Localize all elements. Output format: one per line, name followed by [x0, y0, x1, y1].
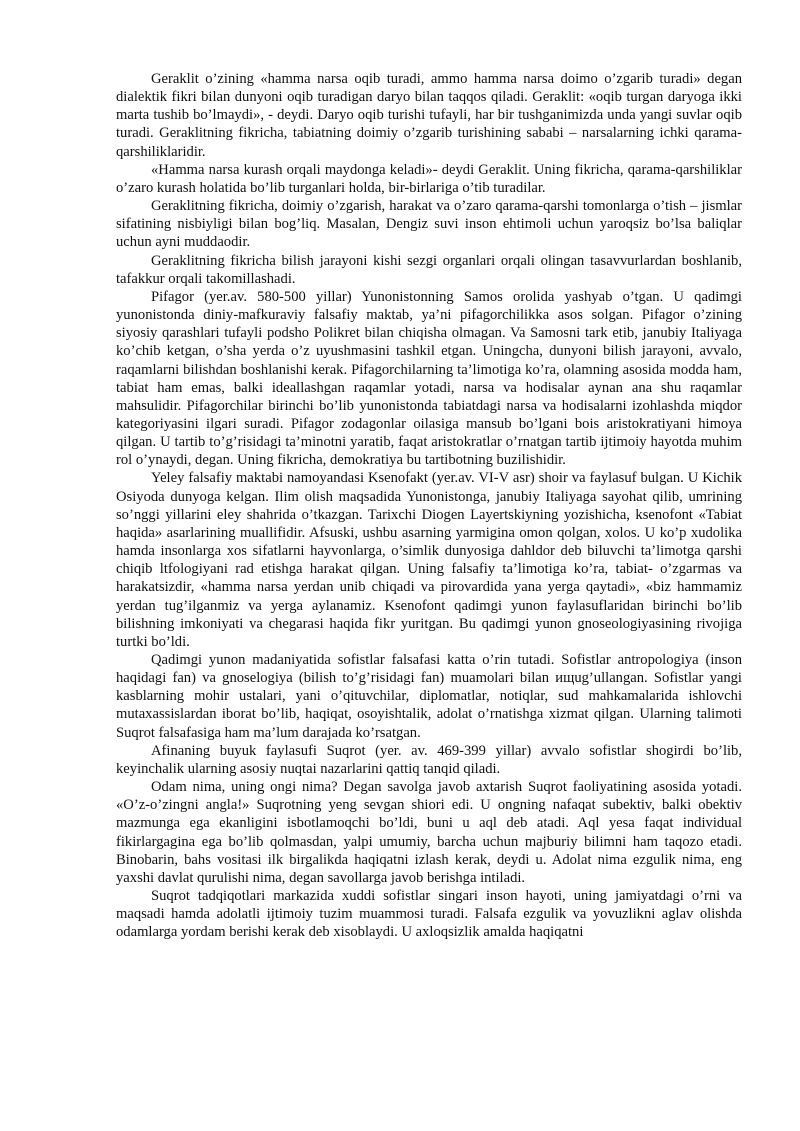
paragraph-heraclitus-change: Geraklitning fikricha, doimiy o’zgarish, harakat va o’zaro qarama-qarshi tomonlarga o’tish – jismlar sifatining nisbiyligi bilan bog’liq. Masalan, Dengiz suvi inson ehtimoli uchun yaroqsiz bo’lsa baliqlar uchun ayni muddaodir.: [116, 198, 742, 251]
paragraph-heraclitus-struggle: «Hamma narsa kurash orqali maydonga keladi»- deydi Geraklit. Uning fikricha, qarama-qarshiliklar o’zaro kurash holatida bo’lib turganlari holda, bir-birlariga o’tib turadilar.: [116, 161, 742, 196]
paragraph-heraclitus-river: Geraklit o’zining «hamma narsa oqib turadi, ammo hamma narsa doimo o’zgarib turadi» degan dialektik fikri bilan dunyoni oqib turadigan daryo bilan taqqos qiladi. Geraklit: «oqib turgan daryoga ikki marta tushib bo’lmaydi», - deydi. Daryo oqib turishi tufayli, har bir tushganimizda unda yangi suvlar oqib turadi. Geraklitning fikricha, tabiatning doimiy o’zgarib turishining sababi – narsalarning ichki qarama-qarshiliklaridir.: [116, 71, 742, 160]
paragraph-heraclitus-cognition: Geraklitning fikricha bilish jarayoni kishi sezgi organlari orqali olingan tasavvurlardan boshlanib, tafakkur orqali takomillashadi.: [116, 252, 742, 287]
paragraph-pythagoras: Pifagor (yer.av. 580-500 yillar) Yunonistonning Samos orolida yashyab o’tgan. U qadimgi yunonistonda diniy-mafkuraviy falsafiy maktab, ya’ni pifagorchilikka asos solgan. Pifagor o’zining siyosiy qarashlari tufayli podsho Polikret bilan chiqisha olmagan. Va Samosni tark etib, janubiy Italiyaga ko’chib ketgan, o’sha yerda o’z uyushmasini tashkil etgan. Uningcha, dunyoni bilish jarayoni, avvalo, raqamlarni bilishdan boshlanishi kerak. Pifagorchilarning ta’limotiga ko’ra, olamning asosida modda ham, tabiat ham emas, balki ideallashgan raqamlar yotadi, narsa va hodisalar aynan ana shu raqamlar mahsulidir. Pifagorchilar birinchi bo’lib yunonistonda tabiatdagi narsa va hodisalarni izohlashda miqdor kategoriyasini ilgari suradi. Pifagor zodagonlar oilasiga mansub bo’lgani bois aristokratiyani himoya qilgan. U tartib to’g’risidagi ta’minotni yaratib, faqat aristokratlar o’rnatgan tartib ijtimoiy hayotda muhim rol o’ynaydi, degan. Uning fikricha, demokratiya bu tartibotning buzilishidir.: [116, 288, 742, 469]
paragraph-xenophanes: Yeley falsafiy maktabi namoyandasi Ksenofakt (yer.av. VI-V asr) shoir va faylasuf bulgan. U Kichik Osiyoda dunyoga kelgan. Ilim olish maqsadida Yunonistonga, janubiy Italiyaga sayohat qilib, umrining so’nggi yillarini eley shahrida o’tkazgan. Tarixchi Diogen Layertskiyning yozishicha, ksenofont «Tabiat haqida» asarlarining muallifidir. Afsuski, ushbu asarning yarmigina omon qolgan, xolos. U ko’p xudolika hamda insonlarga xos sifatlarni hayvonlarga, o’simlik dunyosiga dahldor deb biluvchi ta’limotga qarshi chiqib ltfologiyani rad etishga harakat qilgan. Uning falsafiy ta’limotiga ko’ra, tabiat- o’zgarmas va harakatsizdir, «hamma narsa yerdan unib chiqadi va pirovardida yana yerga qaytadi», «biz hammamiz yerdan tug’ilganmiz va yerga aylanamiz. Ksenofont qadimgi yunon faylasuflaridan birinchi bo’lib bilishning imkoniyati va chegarasi haqida fikr yuritgan. Bu qadimgi yunon gnoseologiyasining rivojiga turtki bo’ldi.: [116, 470, 742, 650]
paragraph-socrates-mind: Odam nima, uning ongi nima? Degan savolga javob axtarish Suqrot faoliyatining asosida yotadi. «O’z-o’zingni angla!» Suqrotning yeng sevgan shiori edi. U ongning nafaqat subektiv, balki obektiv mazmunga ega ekanligini isbotlamoqchi bo’ldi, buni u aql deb atadi. Aql yesa faqat individual fikirlargagina ega bo’lib qolmasdan, yalpi umumiy, barcha uchun majburiy bilimni ham taqozo etadi. Binobarin, bahs vositasi ilk birgalikda haqiqatni izlash kerak, deydi u. Adolat nima ezgulik nima, eng yaxshi davlat qurulishi nima, degan savollarga javob berishga intiladi.: [116, 779, 742, 886]
paragraph-socrates-research: Suqrot tadqiqotlari markazida xuddi sofistlar singari inson hayoti, uning jamiyatdagi o’rni va maqsadi hamda adolatli ijtimoiy tuzim muammosi turadi. Falsafa ezgulik va yovuzlikni aglav olishda odamlarga yordam berishi kerak deb xisoblaydi. U axloqsizlik amalda haqiqatni: [116, 888, 742, 941]
paragraph-sophists: Qadimgi yunon madaniyatida sofistlar falsafasi katta o’rin tutadi. Sofistlar antropologiya (inson haqidagi fan) va gnoselogiya (bilish to’g’risidagi fan) muamolari bilan ищug’ullangan. Sofistlar yangi kasblarning mohir ustalari, yani o’qituvchilar, diplomatlar, notiqlar, sud mahkamalarida ishlovchi mutaxassislardan iborat bo’lib, haqiqat, osoyishtalik, adolat o’rnatishga xizmat qilgan. Ularning talimoti Suqrot falsafasiga ham ma’lum darajada ko’rsatgan.: [116, 652, 742, 741]
document-page: [116, 70, 742, 942]
paragraph-socrates-intro: Afinaning buyuk faylasufi Suqrot (yer. av. 469-399 yillar) avvalo sofistlar shogirdi bo’lib, keyinchalik ularning asosiy nuqtai nazarlarini qattiq tanqid qiladi.: [116, 742, 742, 777]
